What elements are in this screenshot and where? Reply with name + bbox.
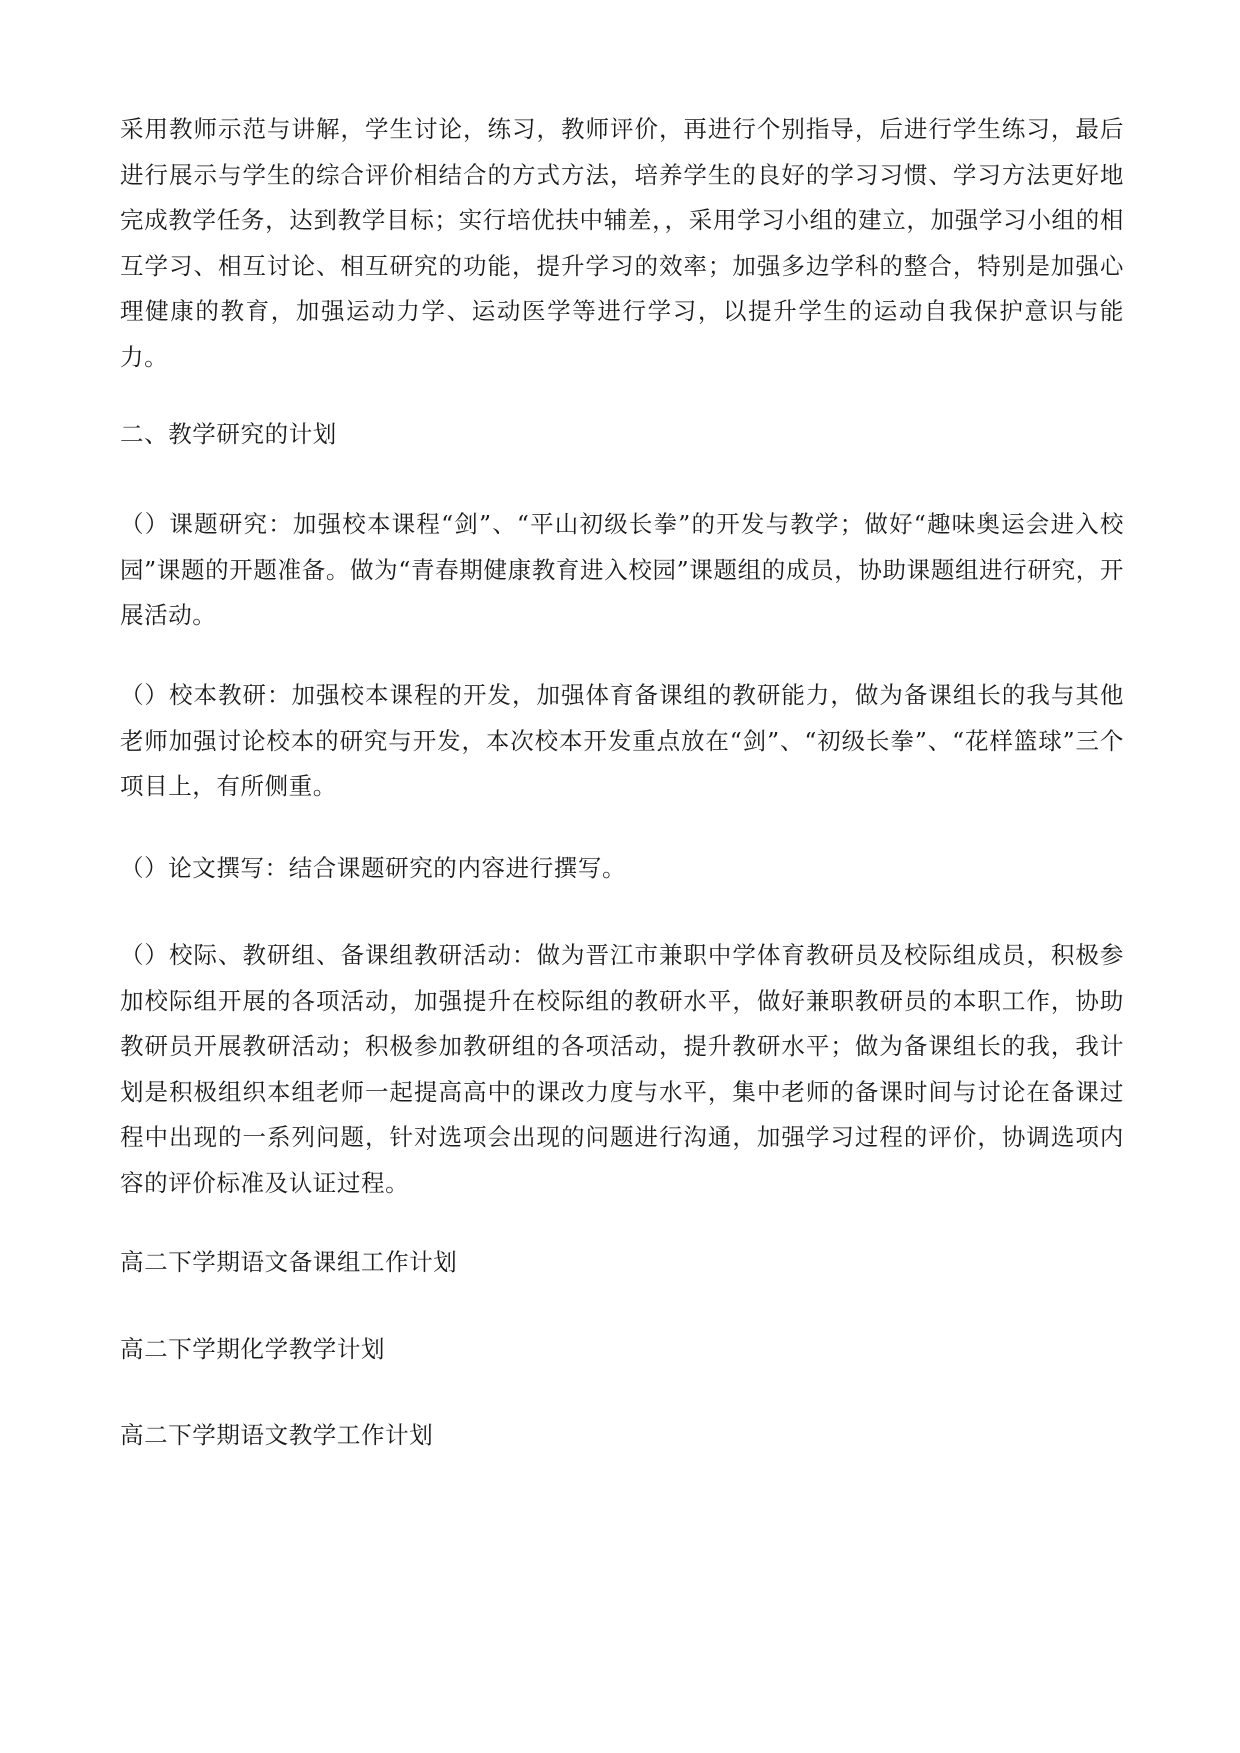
related-link-chinese-prep-plan[interactable]: 高二下学期语文备课组工作计划 bbox=[120, 1248, 458, 1276]
section-heading-research-plan: 二、教学研究的计划 bbox=[120, 420, 337, 448]
paragraph-teaching-methods: 采用教师示范与讲解，学生讨论，练习，教师评价，再进行个别指导，后进行学生练习，最后进行展示与学生的综合评价相结合的方式方法，培养学生的良好的学习习惯、学习方法更好地完成教学任务，达到教学目标；实行培优扶中辅差，，采用学习小组的建立，加强学习小组的相互学习、相互讨论、相互研究的功能，提升学习的效率；加强多边学科的整合，特别是加强心理健康的教育，加强运动力学、运动医学等进行学习，以提升学生的运动自我保护意识与能力。 bbox=[120, 115, 1124, 371]
item-school-based-research: （）校本教研：加强校本课程的开发，加强体育备课组的教研能力，做为备课组长的我与其他老师加强讨论校本的研究与开发，本次校本开发重点放在“剑”、“初级长拳”、“花样篮球”三个项目上，有所侧重。 bbox=[120, 681, 1124, 800]
item-paper-writing: （）论文撰写：结合课题研究的内容进行撰写。 bbox=[120, 854, 627, 882]
item-topic-research: （）课题研究：加强校本课程“剑”、“平山初级长拳”的开发与教学；做好“趣味奥运会进入校园”课题的开题准备。做为“青春期健康教育进入校园”课题组的成员，协助课题组进行研究，开展活动。 bbox=[120, 510, 1124, 629]
item-group-research-activities: （）校际、教研组、备课组教研活动：做为晋江市兼职中学体育教研员及校际组成员，积极参加校际组开展的各项活动，加强提升在校际组的教研水平，做好兼职教研员的本职工作，协助教研员开展教研活动；积极参加教研组的各项活动，提升教研水平；做为备课组长的我，我计划是积极组织本组老师一起提高高中的课改力度与水平，集中老师的备课时间与讨论在备课过程中出现的一系列问题，针对选项会出现的问题进行沟通，加强学习过程的评价，协调选项内容的评价标准及认证过程。 bbox=[120, 941, 1124, 1197]
related-link-chemistry-plan[interactable]: 高二下学期化学教学计划 bbox=[120, 1335, 386, 1363]
related-link-chinese-teaching-plan[interactable]: 高二下学期语文教学工作计划 bbox=[120, 1421, 434, 1449]
